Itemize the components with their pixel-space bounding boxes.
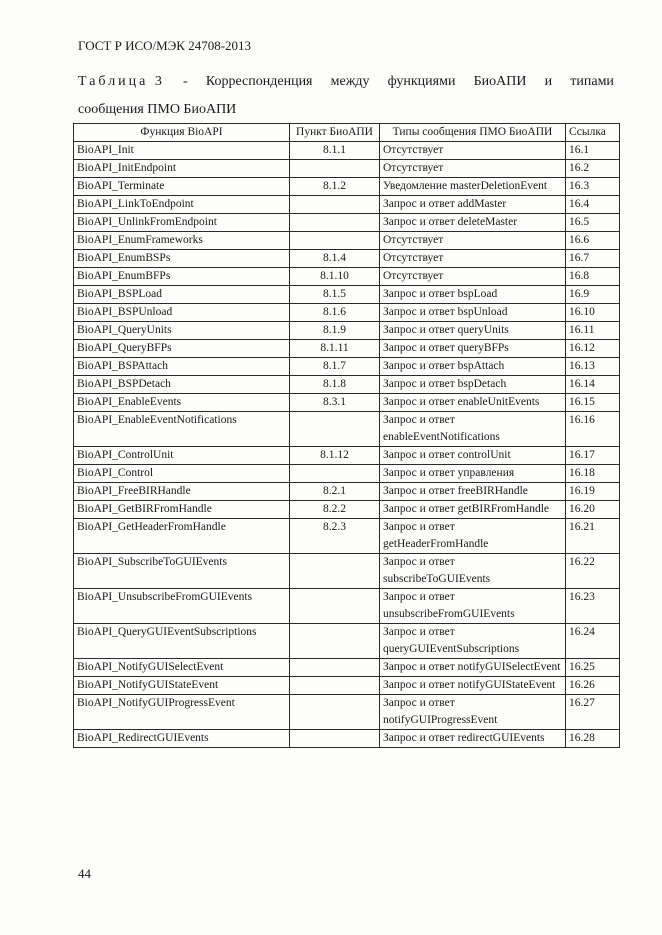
cell-clause <box>290 196 380 214</box>
cell-clause <box>290 160 380 178</box>
cell-reference: 16.8 <box>566 268 620 286</box>
table-row <box>74 268 620 286</box>
table-row <box>74 286 620 304</box>
cell-message-type: Запрос и ответ queryUnits <box>380 322 566 340</box>
cell-reference: 16.11 <box>566 322 620 340</box>
caption-dash: - <box>183 74 188 89</box>
table-row <box>74 624 620 659</box>
table-row <box>74 554 620 589</box>
cell-message-type: Запрос и ответ getBIRFromHandle <box>380 501 566 519</box>
cell-clause: 8.1.7 <box>290 358 380 376</box>
cell-function: BioAPI_GetHeaderFromHandle <box>74 519 290 554</box>
cell-clause <box>290 659 380 677</box>
cell-reference: 16.25 <box>566 659 620 677</box>
cell-clause: 8.1.1 <box>290 142 380 160</box>
table-row <box>74 196 620 214</box>
cell-function: BioAPI_Terminate <box>74 178 290 196</box>
cell-message-type: Запрос и ответ addMaster <box>380 196 566 214</box>
cell-function: BioAPI_ControlUnit <box>74 447 290 465</box>
caption-word: между <box>330 74 370 89</box>
table-row <box>74 483 620 501</box>
cell-reference: 16.9 <box>566 286 620 304</box>
table-row <box>74 340 620 358</box>
cell-reference: 16.6 <box>566 232 620 250</box>
cell-function: BioAPI_NotifyGUIProgressEvent <box>74 695 290 730</box>
table-row <box>74 730 620 748</box>
cell-clause: 8.1.12 <box>290 447 380 465</box>
cell-message-type: Запрос и ответ queryBFPs <box>380 340 566 358</box>
cell-function: BioAPI_EnableEvents <box>74 394 290 412</box>
cell-message-type: Запрос и ответ subscribeToGUIEvents <box>380 554 566 589</box>
cell-function: BioAPI_InitEndpoint <box>74 160 290 178</box>
cell-reference: 16.1 <box>566 142 620 160</box>
table-row <box>74 394 620 412</box>
cell-message-type: Запрос и ответ freeBIRHandle <box>380 483 566 501</box>
table-caption <box>78 68 614 124</box>
cell-message-type: Отсутствует <box>380 268 566 286</box>
cell-function: BioAPI_SubscribeToGUIEvents <box>74 554 290 589</box>
cell-reference: 16.19 <box>566 483 620 501</box>
cell-message-type: Запрос и ответ controlUnit <box>380 447 566 465</box>
page-number: 44 <box>78 866 91 881</box>
cell-message-type: Запрос и ответ управления <box>380 465 566 483</box>
cell-clause: 8.1.9 <box>290 322 380 340</box>
cell-clause <box>290 554 380 589</box>
cell-reference: 16.7 <box>566 250 620 268</box>
cell-message-type: Запрос и ответ notifyGUISelectEvent <box>380 659 566 677</box>
cell-function: BioAPI_BSPDetach <box>74 376 290 394</box>
cell-clause: 8.1.11 <box>290 340 380 358</box>
cell-reference: 16.28 <box>566 730 620 748</box>
cell-reference: 16.16 <box>566 412 620 447</box>
table-row <box>74 358 620 376</box>
table-row <box>74 589 620 624</box>
table-row <box>74 214 620 232</box>
cell-function: BioAPI_UnlinkFromEndpoint <box>74 214 290 232</box>
cell-reference: 16.27 <box>566 695 620 730</box>
cell-message-type: Запрос и ответ notifyGUIProgressEvent <box>380 695 566 730</box>
cell-message-type: Запрос и ответ enableEventNotifications <box>380 412 566 447</box>
cell-function: BioAPI_NotifyGUIStateEvent <box>74 677 290 695</box>
cell-clause: 8.2.1 <box>290 483 380 501</box>
cell-clause: 8.3.1 <box>290 394 380 412</box>
table-row <box>74 412 620 447</box>
cell-clause: 8.1.10 <box>290 268 380 286</box>
caption-word: БиоАПИ <box>473 74 527 89</box>
cell-function: BioAPI_Init <box>74 142 290 160</box>
cell-function: BioAPI_BSPUnload <box>74 304 290 322</box>
cell-reference: 16.3 <box>566 178 620 196</box>
cell-reference: 16.13 <box>566 358 620 376</box>
cell-message-type: Отсутствует <box>380 142 566 160</box>
cell-function: BioAPI_GetBIRFromHandle <box>74 501 290 519</box>
cell-clause: 8.1.4 <box>290 250 380 268</box>
cell-message-type: Запрос и ответ bspAttach <box>380 358 566 376</box>
cell-message-type: Запрос и ответ getHeaderFromHandle <box>380 519 566 554</box>
correspondence-table <box>73 123 620 748</box>
cell-function: BioAPI_RedirectGUIEvents <box>74 730 290 748</box>
cell-message-type: Запрос и ответ queryGUIEventSubscriptions <box>380 624 566 659</box>
cell-clause: 8.2.2 <box>290 501 380 519</box>
caption-word: типами <box>570 74 614 89</box>
cell-clause <box>290 677 380 695</box>
cell-reference: 16.20 <box>566 501 620 519</box>
caption-word: Корреспонденция <box>205 74 313 89</box>
cell-reference: 16.2 <box>566 160 620 178</box>
cell-reference: 16.26 <box>566 677 620 695</box>
cell-message-type: Запрос и ответ deleteMaster <box>380 214 566 232</box>
cell-message-type: Запрос и ответ unsubscribeFromGUIEvents <box>380 589 566 624</box>
cell-reference: 16.4 <box>566 196 620 214</box>
header-function: Функция BioAPI <box>74 124 290 142</box>
cell-message-type: Запрос и ответ redirectGUIEvents <box>380 730 566 748</box>
cell-clause: 8.1.6 <box>290 304 380 322</box>
cell-clause: 8.1.2 <box>290 178 380 196</box>
cell-clause <box>290 730 380 748</box>
cell-clause <box>290 465 380 483</box>
cell-clause <box>290 589 380 624</box>
cell-message-type: Отсутствует <box>380 250 566 268</box>
table-row <box>74 465 620 483</box>
header-message-types: Типы сообщения ПМО БиоАПИ <box>380 124 566 142</box>
cell-reference: 16.15 <box>566 394 620 412</box>
cell-message-type: Запрос и ответ bspDetach <box>380 376 566 394</box>
cell-message-type: Отсутствует <box>380 232 566 250</box>
cell-reference: 16.21 <box>566 519 620 554</box>
table-row <box>74 501 620 519</box>
header-clause: Пункт БиоАПИ <box>290 124 380 142</box>
cell-message-type: Запрос и ответ enableUnitEvents <box>380 394 566 412</box>
caption-label: Таблица 3 <box>78 74 165 89</box>
cell-clause <box>290 214 380 232</box>
cell-clause <box>290 412 380 447</box>
table-row <box>74 178 620 196</box>
table-row <box>74 250 620 268</box>
table-row <box>74 322 620 340</box>
cell-function: BioAPI_BSPAttach <box>74 358 290 376</box>
cell-reference: 16.12 <box>566 340 620 358</box>
table-row <box>74 447 620 465</box>
table-row <box>74 519 620 554</box>
cell-function: BioAPI_EnableEventNotifications <box>74 412 290 447</box>
cell-message-type: Уведомление masterDeletionEvent <box>380 178 566 196</box>
cell-function: BioAPI_Control <box>74 465 290 483</box>
cell-reference: 16.18 <box>566 465 620 483</box>
cell-function: BioAPI_QueryBFPs <box>74 340 290 358</box>
cell-function: BioAPI_EnumFrameworks <box>74 232 290 250</box>
cell-reference: 16.14 <box>566 376 620 394</box>
table-row <box>74 304 620 322</box>
caption-line-2: сообщения ПМО БиоАПИ <box>78 102 237 117</box>
caption-word: и <box>544 74 553 89</box>
cell-reference: 16.24 <box>566 624 620 659</box>
cell-message-type: Запрос и ответ bspLoad <box>380 286 566 304</box>
table-row <box>74 160 620 178</box>
table-row <box>74 232 620 250</box>
cell-clause <box>290 232 380 250</box>
cell-clause <box>290 624 380 659</box>
table-row <box>74 677 620 695</box>
cell-clause: 8.1.5 <box>290 286 380 304</box>
caption-word: функциями <box>387 74 456 89</box>
cell-function: BioAPI_BSPLoad <box>74 286 290 304</box>
cell-function: BioAPI_FreeBIRHandle <box>74 483 290 501</box>
table-header-row <box>74 124 620 142</box>
cell-reference: 16.23 <box>566 589 620 624</box>
document-header: ГОСТ Р ИСО/МЭК 24708-2013 <box>78 38 252 53</box>
header-reference: Ссылка <box>566 124 620 142</box>
cell-function: BioAPI_QueryGUIEventSubscriptions <box>74 624 290 659</box>
cell-function: BioAPI_UnsubscribeFromGUIEvents <box>74 589 290 624</box>
cell-reference: 16.17 <box>566 447 620 465</box>
cell-reference: 16.22 <box>566 554 620 589</box>
cell-clause: 8.1.8 <box>290 376 380 394</box>
cell-message-type: Запрос и ответ bspUnload <box>380 304 566 322</box>
caption-line-1 <box>78 68 614 96</box>
table-body <box>74 142 620 748</box>
cell-function: BioAPI_LinkToEndpoint <box>74 196 290 214</box>
cell-reference: 16.5 <box>566 214 620 232</box>
cell-message-type: Запрос и ответ notifyGUIStateEvent <box>380 677 566 695</box>
table-row <box>74 695 620 730</box>
table-row <box>74 142 620 160</box>
cell-function: BioAPI_EnumBFPs <box>74 268 290 286</box>
cell-function: BioAPI_EnumBSPs <box>74 250 290 268</box>
table-row <box>74 659 620 677</box>
cell-reference: 16.10 <box>566 304 620 322</box>
cell-function: BioAPI_QueryUnits <box>74 322 290 340</box>
cell-clause <box>290 695 380 730</box>
cell-message-type: Отсутствует <box>380 160 566 178</box>
cell-function: BioAPI_NotifyGUISelectEvent <box>74 659 290 677</box>
cell-clause: 8.2.3 <box>290 519 380 554</box>
table-row <box>74 376 620 394</box>
